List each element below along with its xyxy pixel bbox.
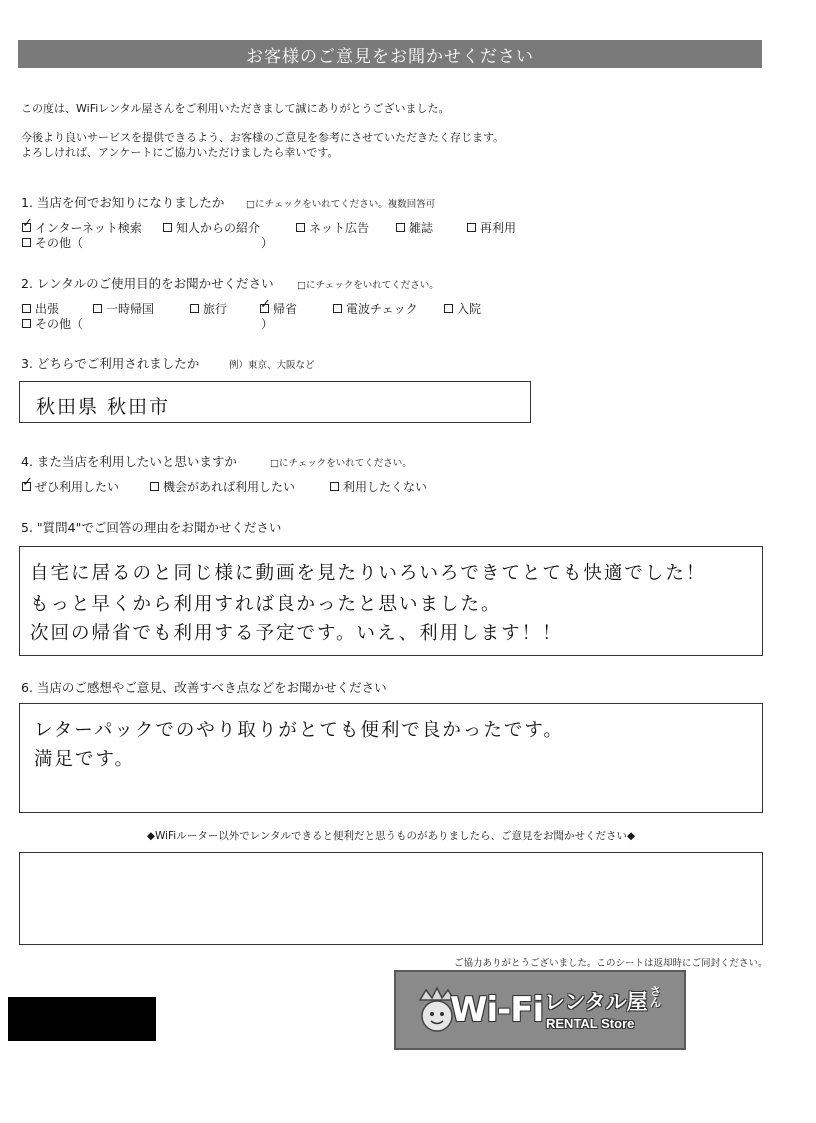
option-label: 雑誌 [409,221,434,235]
option-label: ネット広告 [309,221,370,235]
logo-text-en: RENTAL Store [546,1016,635,1031]
checkbox-checked-icon[interactable]: ✓ [260,297,271,312]
checkbox-icon[interactable] [22,319,31,328]
q1-other-close-paren: ） [261,236,274,250]
checkbox-icon[interactable] [444,304,453,313]
q7-title: ◆WiFiルーター以外でレンタルできると便利だと思うものがありましたら、ご意見をお聞かせください◆ [146,830,636,842]
redaction-block [8,997,156,1041]
q4-title: 4. また当店を利用したいと思いますか [21,454,237,469]
q2-note: □にチェックをいれてください。 [297,280,439,291]
q5-handwritten-line-1: 自宅に居るのと同じ様に動画を見たりいろいろできてとても快適でした！ [30,563,707,584]
q1-option-referral[interactable] [163,219,260,236]
form-title: お客様のご意見をお聞かせください [18,40,762,68]
intro-line-3: よろしければ、アンケートにご協力いただけましたら幸いです。 [21,146,339,159]
q2-other-close-paren: ） [261,317,274,331]
checkbox-icon[interactable] [22,238,31,247]
q1-note: □にチェックをいれてください。複数回答可 [246,199,436,210]
q2-option-hospital[interactable] [444,300,481,317]
q2-option-signal-check[interactable] [333,300,418,317]
intro-line-2: 今後より良いサービスを提供できるよう、お客様のご意見を参考にさせていただきたく存じます。 [21,131,505,144]
q1-option-net-ad[interactable] [296,219,369,236]
q4-option-if-chance[interactable] [150,478,295,495]
q2-option-travel[interactable] [190,300,227,317]
q6-handwritten-line-2: 満足です。 [34,749,136,770]
logo-suffix: さん [650,985,661,1009]
option-label: インターネット検索 [35,221,142,235]
q4-note: □にチェックをいれてください。 [270,458,412,469]
checkbox-icon[interactable] [396,223,405,232]
q6-handwritten-line-1: レターパックでのやり取りがとても便利で良かったです。 [34,720,564,741]
option-label: 電波チェック [346,302,418,316]
checkbox-icon[interactable] [330,482,339,491]
option-label: 出張 [35,302,60,316]
q4-option-not-again[interactable] [330,478,427,495]
checkbox-icon[interactable] [163,223,172,232]
checkbox-checked-icon[interactable]: ✓ [22,216,33,231]
q5-handwritten-line-3: 次回の帰省でも利用する予定です。いえ、利用します！！ [30,623,563,644]
q3-title: 3. どちらでご利用されましたか [21,356,200,371]
q5-title: 5. "質問4"でご回答の理由をお聞かせください [21,520,282,535]
checkbox-checked-icon[interactable]: ✓ [22,475,33,490]
q1-title: 1. 当店を何でお知りになりましたか [21,195,225,210]
option-label: 入院 [457,302,482,316]
checkbox-icon[interactable] [93,304,102,313]
q2-option-other[interactable] [22,315,83,332]
option-label: 旅行 [203,302,228,316]
option-label: その他（ [35,317,84,331]
q5-answer-field[interactable] [19,546,763,656]
checkbox-icon[interactable] [296,223,305,232]
checkbox-icon[interactable] [333,304,342,313]
option-label: ぜひ利用したい [35,480,120,494]
q5-handwritten-line-2: もっと早くから利用すれば良かったと思いました。 [30,594,502,615]
checkbox-icon[interactable] [190,304,199,313]
option-label: 機会があれば利用したい [163,480,296,494]
option-label: 帰省 [273,302,298,316]
option-label: その他（ [35,236,84,250]
q3-answer-field[interactable] [19,381,531,423]
q3-note: 例）東京、大阪など [229,360,315,371]
q2-title: 2. レンタルのご使用目的をお聞かせください [21,276,274,291]
logo-brand: Wi-Fi [450,990,544,1030]
option-label: 再利用 [480,221,517,235]
checkbox-icon[interactable] [22,304,31,313]
q1-option-other[interactable] [22,234,83,251]
intro-line-1: この度は、WiFiレンタル屋さんをご利用いただきまして誠にありがとうございました。 [21,102,450,115]
q1-option-reuse[interactable] [467,219,516,236]
store-logo [394,970,686,1050]
option-label: 知人からの紹介 [176,221,261,235]
q4-option-definitely[interactable] [22,475,120,495]
q2-option-return-home[interactable] [93,300,154,317]
q1-option-magazine[interactable] [396,219,433,236]
q3-handwritten-answer: 秋田県 秋田市 [36,396,171,418]
checkbox-icon[interactable] [150,482,159,491]
q6-answer-field[interactable] [19,703,763,813]
checkbox-icon[interactable] [467,223,476,232]
q6-title: 6. 当店のご感想やご意見、改善すべき点などをお聞かせください [21,680,387,695]
closing-note: ご協力ありがとうございました。このシートは返却時にご同封ください。 [454,958,768,969]
q7-answer-field[interactable] [19,852,763,945]
option-label: 利用したくない [343,480,428,494]
logo-text-jp: レンタル屋 [544,990,648,1014]
option-label: 一時帰国 [106,302,155,316]
